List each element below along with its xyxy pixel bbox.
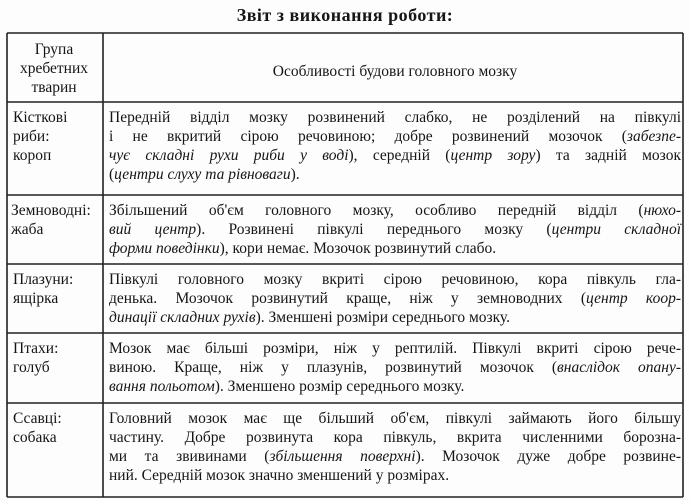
description-line bbox=[109, 165, 681, 184]
italic-term: форми поведінки bbox=[109, 240, 220, 257]
text-segment: Півкулі головного мозку вкриті сірою речовиною, кора півкуль гла- bbox=[109, 271, 681, 288]
text-segment: ми та звивинами ( bbox=[109, 448, 270, 465]
description-line bbox=[109, 146, 681, 165]
italic-term: центри слуху та рівноваги bbox=[114, 166, 291, 183]
header-col1-line: тварин bbox=[31, 79, 77, 96]
italic-term: центри складної bbox=[551, 221, 682, 238]
animal-group-text: голуб bbox=[13, 359, 50, 376]
italic-term: чує складні рухи риби у воді bbox=[109, 147, 349, 164]
text-segment: ). Зменшено розмір середнього мозку. bbox=[214, 378, 465, 395]
animal-group-cell bbox=[13, 339, 58, 377]
description-line bbox=[109, 239, 681, 258]
animal-group-text: Кісткові bbox=[13, 109, 68, 126]
text-segment: Передній відділ мозку розвинений слабко, не розділений на півкулі bbox=[109, 109, 681, 126]
italic-term: забезпе- bbox=[626, 128, 681, 145]
description-line bbox=[109, 358, 681, 377]
text-segment: ( bbox=[109, 166, 115, 183]
text-segment: ). Зменшені розміри середнього мозку. bbox=[255, 309, 511, 326]
italic-term: центр зору bbox=[450, 147, 536, 164]
italic-term: вий центр bbox=[109, 221, 197, 238]
description-line bbox=[109, 127, 681, 146]
text-segment: ). Розвинені півкулі переднього мозку ( bbox=[196, 221, 552, 238]
text-segment: ) та задній мозок bbox=[535, 147, 681, 164]
brain-features-cell bbox=[109, 409, 681, 485]
text-segment: Головний мозок має ще більший об'єм, півкулі займають його більшу bbox=[109, 410, 681, 427]
header-col1-line: хребетних bbox=[19, 60, 89, 77]
animal-group-text: короп bbox=[13, 147, 52, 164]
italic-term: збільшення поверхні bbox=[269, 448, 416, 465]
animal-group-cell bbox=[13, 409, 62, 447]
text-segment: ), середній ( bbox=[348, 147, 451, 164]
text-segment: ). Мозочок дуже добре розвине- bbox=[415, 448, 681, 465]
description-line bbox=[109, 108, 681, 127]
animal-group-text: собака bbox=[13, 429, 57, 446]
description-line bbox=[109, 409, 681, 428]
animal-group-cell bbox=[13, 108, 67, 165]
italic-term: вання польотом bbox=[109, 378, 215, 395]
description-line bbox=[109, 220, 681, 239]
text-segment: частину. Добре розвинута кора півкуль, вкрита численними борозна- bbox=[109, 429, 681, 446]
italic-term: внаслідок опану- bbox=[557, 359, 682, 376]
text-segment: і не вкритий сірою речовиною; добре розвинений мозочок ( bbox=[109, 128, 627, 145]
animal-group-text: Плазуни: bbox=[13, 271, 74, 288]
brain-features-cell bbox=[109, 270, 681, 327]
animal-group-text: Земноводні: жаба bbox=[11, 202, 91, 238]
header-features-column: Особливості будови головного мозку bbox=[272, 63, 518, 80]
text-segment: Мозок має більші розміри, ніж у рептилій. Півкулі вкриті сірою рече- bbox=[109, 340, 681, 357]
text-segment: ний. Середній мозок значно зменшений у розмірах. bbox=[109, 467, 450, 484]
description-line bbox=[109, 447, 681, 466]
italic-term: динації складних рухів bbox=[109, 309, 256, 326]
animal-group-text: Птахи: bbox=[13, 340, 59, 357]
description-line bbox=[109, 428, 681, 447]
header-group-column bbox=[0, 40, 108, 97]
brain-features-cell bbox=[109, 339, 681, 396]
description-line bbox=[109, 201, 681, 220]
description-line bbox=[109, 466, 681, 485]
description-line bbox=[109, 377, 681, 396]
header-col1-line: Група bbox=[34, 41, 74, 58]
text-segment: ), кори немає. Мозочок розвинутий слабо. bbox=[219, 240, 497, 257]
text-segment: виною. Краще, ніж у плазунів, розвинутий мозочок ( bbox=[109, 359, 558, 376]
text-segment: денька. Мозочок розвинутий краще, ніж у земноводних ( bbox=[109, 290, 586, 307]
brain-features-cell bbox=[109, 201, 681, 258]
animal-group-text: риби: bbox=[13, 128, 50, 145]
animal-group-text: ящірка bbox=[13, 290, 59, 307]
animal-group-cell bbox=[13, 270, 73, 308]
description-line bbox=[109, 289, 681, 308]
description-line bbox=[109, 339, 681, 358]
text-segment: ). bbox=[290, 166, 300, 183]
animal-group-cell bbox=[11, 201, 106, 239]
brain-features-cell bbox=[109, 108, 681, 184]
page-title: Звіт з виконання роботи: bbox=[236, 5, 454, 25]
description-line bbox=[109, 270, 681, 289]
italic-term: центр коор- bbox=[586, 290, 681, 307]
description-line bbox=[109, 308, 681, 327]
italic-term: нюхо- bbox=[643, 202, 681, 219]
animal-group-text: Ссавці: bbox=[13, 410, 62, 427]
text-segment: Збільшений об'єм головного мозку, особливо передній відділ ( bbox=[109, 202, 644, 219]
